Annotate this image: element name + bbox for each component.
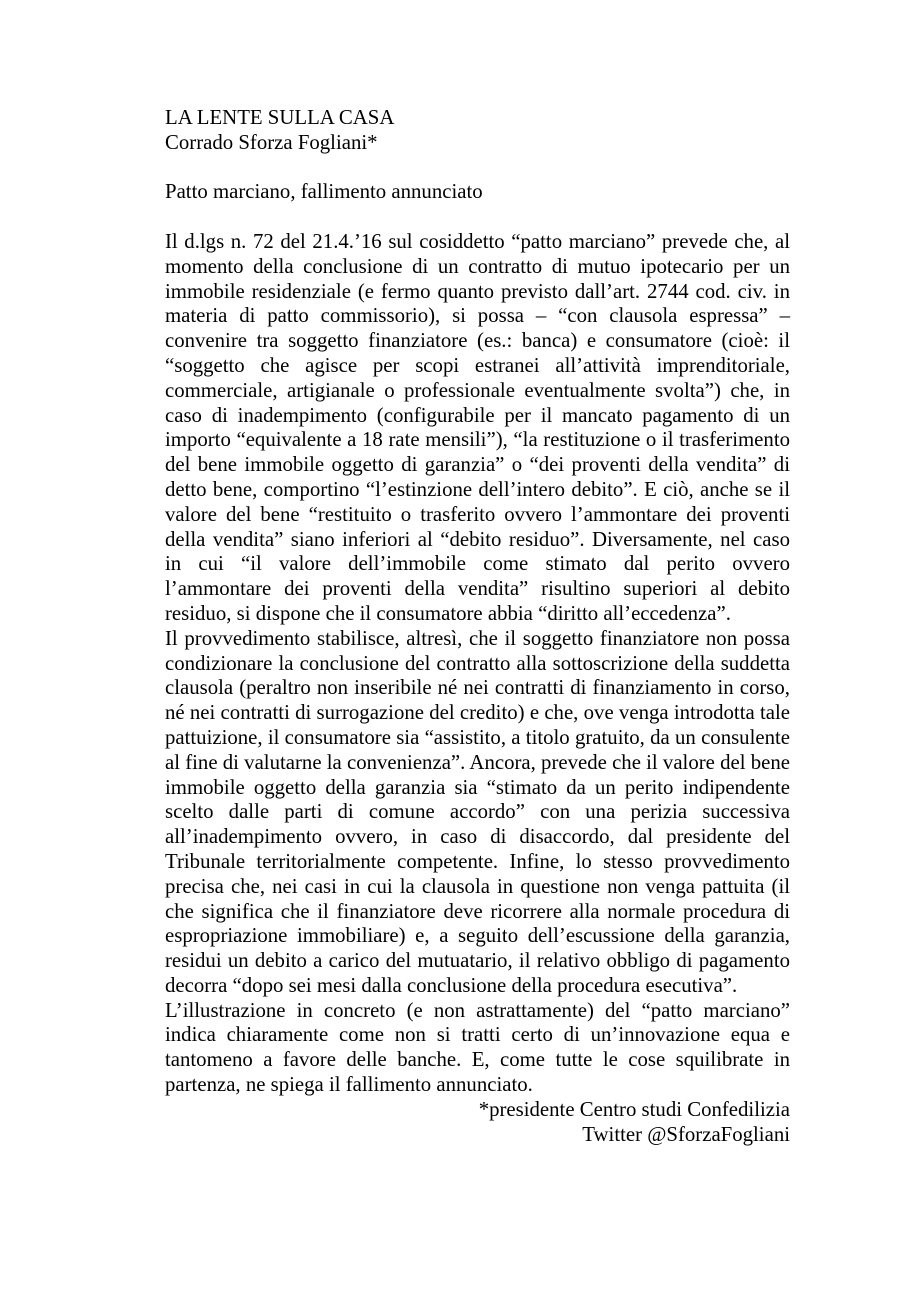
signature-line: *presidente Centro studi Confedilizia: [478, 1097, 790, 1121]
document-content: [165, 106, 790, 1147]
document-body: [165, 230, 790, 1098]
body-paragraph: L’illustrazione in concreto (e non astrattamente) del “patto marciano” indica chiaramente come non si tratti certo di un’innovazione equa e tantomeno a favore delle banche. E, come tutte le cose squilibrate in partenza, ne spiega il fallimento annunciato.: [165, 998, 790, 1097]
body-paragraph: Il provvedimento stabilisce, altresì, che il soggetto finanziatore non possa condizionare la conclusione del contratto alla sottoscrizione della suddetta clausola (peraltro non inseribile né nei contratti di finanziamento in corso, né nei contratti di surrogazione del credito) e che, ove venga introdotta tale pattuizione, il consumatore sia “assistito, a titolo gratuito, da un consulente al fine di valutarne la convenienza”. Ancora, prevede che il valore del bene immobile oggetto della garanzia sia “stimato da un perito indipendente scelto dalle parti di comune accordo” con una perizia successiva all’inadempimento ovvero, in caso di disaccordo, dal presidente del Tribunale territorialmente competente. Infine, lo stesso provvedimento precisa che, nei casi in cui la clausola in questione non venga pattuita (il che significa che il finanziatore deve ricorrere alla normale procedura di espropriazione immobiliare) e, a seguito dell’escussione della garanzia, residui un debito a carico del mutuatario, il relativo obbligo di pagamento decorra “dopo sei mesi dalla conclusione della procedura esecutiva”.: [165, 626, 790, 997]
signature-line: Twitter @SforzaFogliani: [582, 1122, 790, 1146]
signature-block: [165, 1098, 790, 1148]
body-paragraph: Il d.lgs n. 72 del 21.4.’16 sul cosiddetto “patto marciano” prevede che, al momento della conclusione di un contratto di mutuo ipotecario per un immobile residenziale (e fermo quanto previsto dall’art. 2744 cod. civ. in materia di patto commissorio), si possa – “con clausola espressa” – convenire tra soggetto finanziatore (es.: banca) e consumatore (cioè: il “soggetto che agisce per scopi estranei all’attività imprenditoriale, commerciale, artigianale o professionale eventualmente svolta”) che, in caso di inadempimento (configurabile per il mancato pagamento di un importo “equivalente a 18 rate mensili”), “la restituzione o il trasferimento del bene immobile oggetto di garanzia” o “dei proventi della vendita” di detto bene, comportino “l’estinzione dell’intero debito”. E ciò, anche se il valore del bene “restituito o trasferito ovvero l’ammontare dei proventi della vendita” siano inferiori al “debito residuo”. Diversamente, nel caso in cui “il valore dell’immobile come stimato dal perito ovvero l’ammontare dei proventi della vendita” risultino superiori al debito residuo, si dispone che il consumatore abbia “diritto all’eccedenza”.: [165, 229, 790, 625]
document-author: Corrado Sforza Fogliani*: [165, 130, 378, 154]
document-subtitle: Patto marciano, fallimento annunciato: [165, 180, 483, 204]
document-title: LA LENTE SULLA CASA: [165, 106, 395, 129]
